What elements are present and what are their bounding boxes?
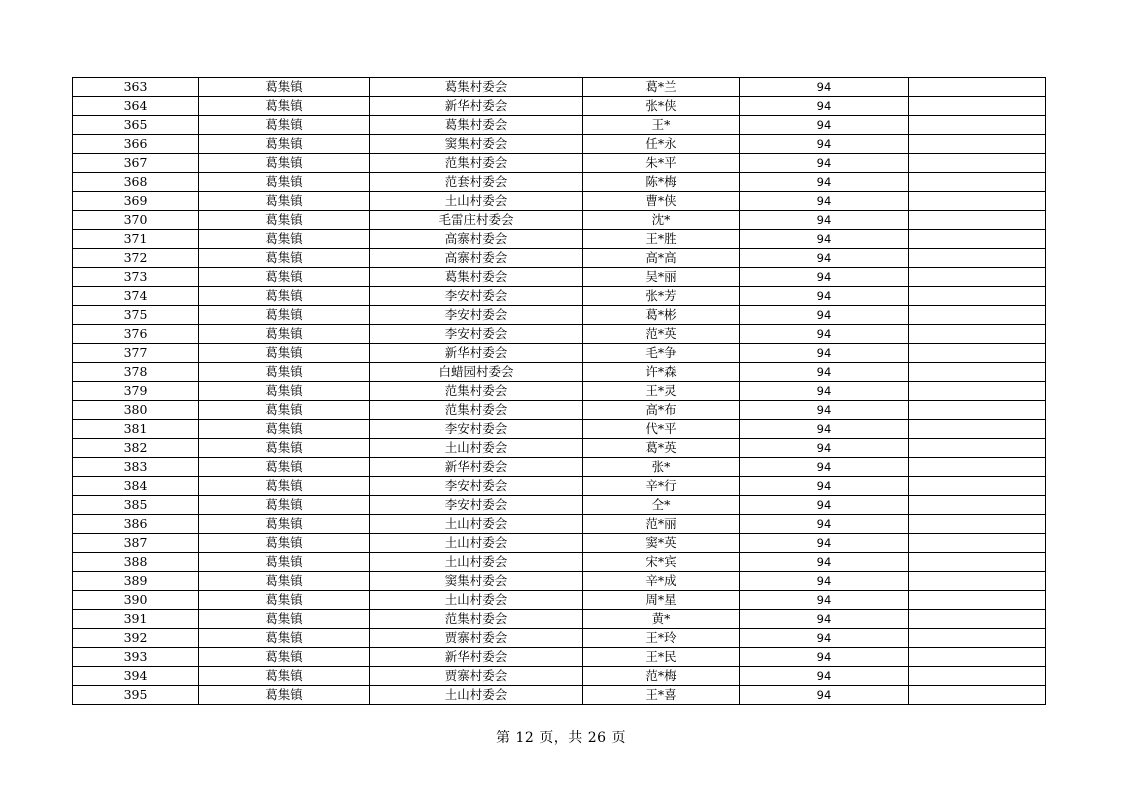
score-cell: 94 xyxy=(740,515,909,534)
name-cell: 周*星 xyxy=(583,591,740,610)
row-number-cell: 391 xyxy=(73,610,199,629)
name-cell: 许*森 xyxy=(583,363,740,382)
name-cell: 曹*侠 xyxy=(583,192,740,211)
score-cell: 94 xyxy=(740,553,909,572)
table-row xyxy=(73,439,1046,458)
name-cell: 张*芳 xyxy=(583,287,740,306)
row-number-cell: 363 xyxy=(73,78,199,97)
row-number-cell: 368 xyxy=(73,173,199,192)
remark-cell xyxy=(909,534,1046,553)
village-committee-cell: 范集村委会 xyxy=(370,382,583,401)
town-cell: 葛集镇 xyxy=(199,211,370,230)
town-cell: 葛集镇 xyxy=(199,667,370,686)
table-row xyxy=(73,667,1046,686)
row-number-cell: 367 xyxy=(73,154,199,173)
town-cell: 葛集镇 xyxy=(199,401,370,420)
table-row xyxy=(73,629,1046,648)
remark-cell xyxy=(909,325,1046,344)
score-cell: 94 xyxy=(740,249,909,268)
village-committee-cell: 土山村委会 xyxy=(370,553,583,572)
name-cell: 朱*平 xyxy=(583,154,740,173)
town-cell: 葛集镇 xyxy=(199,496,370,515)
village-committee-cell: 高寨村委会 xyxy=(370,230,583,249)
name-cell: 吴*丽 xyxy=(583,268,740,287)
row-number-cell: 365 xyxy=(73,116,199,135)
row-number-cell: 375 xyxy=(73,306,199,325)
row-number-cell: 385 xyxy=(73,496,199,515)
score-cell: 94 xyxy=(740,534,909,553)
row-number-cell: 380 xyxy=(73,401,199,420)
score-cell: 94 xyxy=(740,192,909,211)
name-cell: 王*喜 xyxy=(583,686,740,705)
town-cell: 葛集镇 xyxy=(199,306,370,325)
name-cell: 张*侠 xyxy=(583,97,740,116)
score-cell: 94 xyxy=(740,572,909,591)
table-row xyxy=(73,420,1046,439)
table-body xyxy=(73,78,1046,705)
score-cell: 94 xyxy=(740,97,909,116)
town-cell: 葛集镇 xyxy=(199,363,370,382)
remark-cell xyxy=(909,268,1046,287)
remark-cell xyxy=(909,515,1046,534)
remark-cell xyxy=(909,287,1046,306)
row-number-cell: 392 xyxy=(73,629,199,648)
name-cell: 范*梅 xyxy=(583,667,740,686)
row-number-cell: 386 xyxy=(73,515,199,534)
town-cell: 葛集镇 xyxy=(199,553,370,572)
table-row xyxy=(73,173,1046,192)
row-number-cell: 369 xyxy=(73,192,199,211)
name-cell: 王*胜 xyxy=(583,230,740,249)
town-cell: 葛集镇 xyxy=(199,572,370,591)
remark-cell xyxy=(909,420,1046,439)
town-cell: 葛集镇 xyxy=(199,420,370,439)
table-row xyxy=(73,591,1046,610)
row-number-cell: 383 xyxy=(73,458,199,477)
score-cell: 94 xyxy=(740,591,909,610)
town-cell: 葛集镇 xyxy=(199,173,370,192)
data-table xyxy=(72,77,1046,705)
town-cell: 葛集镇 xyxy=(199,686,370,705)
remark-cell xyxy=(909,192,1046,211)
village-committee-cell: 土山村委会 xyxy=(370,534,583,553)
table-row xyxy=(73,230,1046,249)
table-row xyxy=(73,648,1046,667)
town-cell: 葛集镇 xyxy=(199,629,370,648)
town-cell: 葛集镇 xyxy=(199,344,370,363)
name-cell: 范*丽 xyxy=(583,515,740,534)
remark-cell xyxy=(909,401,1046,420)
town-cell: 葛集镇 xyxy=(199,287,370,306)
remark-cell xyxy=(909,610,1046,629)
remark-cell xyxy=(909,553,1046,572)
village-committee-cell: 土山村委会 xyxy=(370,515,583,534)
row-number-cell: 381 xyxy=(73,420,199,439)
score-cell: 94 xyxy=(740,116,909,135)
village-committee-cell: 葛集村委会 xyxy=(370,116,583,135)
table-row xyxy=(73,249,1046,268)
name-cell: 范*英 xyxy=(583,325,740,344)
row-number-cell: 370 xyxy=(73,211,199,230)
village-committee-cell: 土山村委会 xyxy=(370,439,583,458)
remark-cell xyxy=(909,230,1046,249)
row-number-cell: 388 xyxy=(73,553,199,572)
name-cell: 葛*英 xyxy=(583,439,740,458)
town-cell: 葛集镇 xyxy=(199,116,370,135)
town-cell: 葛集镇 xyxy=(199,154,370,173)
row-number-cell: 382 xyxy=(73,439,199,458)
village-committee-cell: 新华村委会 xyxy=(370,648,583,667)
town-cell: 葛集镇 xyxy=(199,78,370,97)
remark-cell xyxy=(909,306,1046,325)
table-row xyxy=(73,610,1046,629)
score-cell: 94 xyxy=(740,287,909,306)
table-row xyxy=(73,287,1046,306)
name-cell: 仝* xyxy=(583,496,740,515)
table-row xyxy=(73,363,1046,382)
village-committee-cell: 新华村委会 xyxy=(370,458,583,477)
table-row xyxy=(73,325,1046,344)
table-row xyxy=(73,496,1046,515)
remark-cell xyxy=(909,116,1046,135)
name-cell: 毛*争 xyxy=(583,344,740,363)
remark-cell xyxy=(909,363,1046,382)
score-cell: 94 xyxy=(740,173,909,192)
village-committee-cell: 李安村委会 xyxy=(370,477,583,496)
name-cell: 张* xyxy=(583,458,740,477)
table-row xyxy=(73,192,1046,211)
row-number-cell: 377 xyxy=(73,344,199,363)
score-cell: 94 xyxy=(740,458,909,477)
village-committee-cell: 李安村委会 xyxy=(370,325,583,344)
town-cell: 葛集镇 xyxy=(199,268,370,287)
row-number-cell: 394 xyxy=(73,667,199,686)
table-row xyxy=(73,686,1046,705)
score-cell: 94 xyxy=(740,686,909,705)
town-cell: 葛集镇 xyxy=(199,610,370,629)
table-row xyxy=(73,382,1046,401)
table-row xyxy=(73,154,1046,173)
table-row xyxy=(73,553,1046,572)
name-cell: 陈*梅 xyxy=(583,173,740,192)
name-cell: 王*玲 xyxy=(583,629,740,648)
village-committee-cell: 新华村委会 xyxy=(370,97,583,116)
score-cell: 94 xyxy=(740,610,909,629)
name-cell: 高*高 xyxy=(583,249,740,268)
town-cell: 葛集镇 xyxy=(199,477,370,496)
remark-cell xyxy=(909,591,1046,610)
row-number-cell: 364 xyxy=(73,97,199,116)
score-cell: 94 xyxy=(740,344,909,363)
town-cell: 葛集镇 xyxy=(199,439,370,458)
remark-cell xyxy=(909,249,1046,268)
remark-cell xyxy=(909,572,1046,591)
table-row xyxy=(73,211,1046,230)
village-committee-cell: 葛集村委会 xyxy=(370,78,583,97)
town-cell: 葛集镇 xyxy=(199,534,370,553)
town-cell: 葛集镇 xyxy=(199,648,370,667)
score-cell: 94 xyxy=(740,154,909,173)
remark-cell xyxy=(909,439,1046,458)
score-cell: 94 xyxy=(740,667,909,686)
name-cell: 宋*宾 xyxy=(583,553,740,572)
score-cell: 94 xyxy=(740,211,909,230)
name-cell: 黄* xyxy=(583,610,740,629)
row-number-cell: 379 xyxy=(73,382,199,401)
remark-cell xyxy=(909,382,1046,401)
remark-cell xyxy=(909,477,1046,496)
table-row xyxy=(73,78,1046,97)
score-cell: 94 xyxy=(740,230,909,249)
table-row xyxy=(73,268,1046,287)
score-cell: 94 xyxy=(740,477,909,496)
name-cell: 王*灵 xyxy=(583,382,740,401)
row-number-cell: 393 xyxy=(73,648,199,667)
village-committee-cell: 范套村委会 xyxy=(370,173,583,192)
town-cell: 葛集镇 xyxy=(199,192,370,211)
village-committee-cell: 土山村委会 xyxy=(370,591,583,610)
row-number-cell: 371 xyxy=(73,230,199,249)
score-cell: 94 xyxy=(740,496,909,515)
remark-cell xyxy=(909,135,1046,154)
remark-cell xyxy=(909,97,1046,116)
score-cell: 94 xyxy=(740,325,909,344)
name-cell: 王* xyxy=(583,116,740,135)
remark-cell xyxy=(909,667,1046,686)
name-cell: 高*布 xyxy=(583,401,740,420)
town-cell: 葛集镇 xyxy=(199,591,370,610)
name-cell: 葛*彬 xyxy=(583,306,740,325)
remark-cell xyxy=(909,648,1046,667)
remark-cell xyxy=(909,458,1046,477)
town-cell: 葛集镇 xyxy=(199,382,370,401)
remark-cell xyxy=(909,173,1046,192)
town-cell: 葛集镇 xyxy=(199,97,370,116)
village-committee-cell: 土山村委会 xyxy=(370,686,583,705)
row-number-cell: 373 xyxy=(73,268,199,287)
score-cell: 94 xyxy=(740,629,909,648)
score-cell: 94 xyxy=(740,306,909,325)
name-cell: 沈* xyxy=(583,211,740,230)
score-cell: 94 xyxy=(740,648,909,667)
row-number-cell: 387 xyxy=(73,534,199,553)
row-number-cell: 366 xyxy=(73,135,199,154)
score-cell: 94 xyxy=(740,382,909,401)
score-cell: 94 xyxy=(740,78,909,97)
village-committee-cell: 范集村委会 xyxy=(370,154,583,173)
village-committee-cell: 毛雷庄村委会 xyxy=(370,211,583,230)
table-row xyxy=(73,534,1046,553)
village-committee-cell: 窦集村委会 xyxy=(370,135,583,154)
remark-cell xyxy=(909,629,1046,648)
village-committee-cell: 白蜡园村委会 xyxy=(370,363,583,382)
village-committee-cell: 李安村委会 xyxy=(370,306,583,325)
score-cell: 94 xyxy=(740,135,909,154)
village-committee-cell: 新华村委会 xyxy=(370,344,583,363)
table-row xyxy=(73,458,1046,477)
row-number-cell: 376 xyxy=(73,325,199,344)
remark-cell xyxy=(909,211,1046,230)
remark-cell xyxy=(909,686,1046,705)
name-cell: 辛*行 xyxy=(583,477,740,496)
name-cell: 王*民 xyxy=(583,648,740,667)
table-row xyxy=(73,116,1046,135)
table-row xyxy=(73,97,1046,116)
town-cell: 葛集镇 xyxy=(199,325,370,344)
village-committee-cell: 李安村委会 xyxy=(370,287,583,306)
table-row xyxy=(73,515,1046,534)
town-cell: 葛集镇 xyxy=(199,458,370,477)
village-committee-cell: 贾寨村委会 xyxy=(370,667,583,686)
name-cell: 辛*成 xyxy=(583,572,740,591)
table-row xyxy=(73,135,1046,154)
village-committee-cell: 范集村委会 xyxy=(370,610,583,629)
name-cell: 任*永 xyxy=(583,135,740,154)
town-cell: 葛集镇 xyxy=(199,249,370,268)
remark-cell xyxy=(909,344,1046,363)
table-row xyxy=(73,572,1046,591)
table-row xyxy=(73,344,1046,363)
table-row xyxy=(73,401,1046,420)
village-committee-cell: 土山村委会 xyxy=(370,192,583,211)
score-cell: 94 xyxy=(740,420,909,439)
row-number-cell: 389 xyxy=(73,572,199,591)
remark-cell xyxy=(909,496,1046,515)
village-committee-cell: 李安村委会 xyxy=(370,420,583,439)
row-number-cell: 374 xyxy=(73,287,199,306)
name-cell: 代*平 xyxy=(583,420,740,439)
score-cell: 94 xyxy=(740,268,909,287)
remark-cell xyxy=(909,78,1046,97)
table-row xyxy=(73,477,1046,496)
table-row xyxy=(73,306,1046,325)
village-committee-cell: 范集村委会 xyxy=(370,401,583,420)
village-committee-cell: 葛集村委会 xyxy=(370,268,583,287)
name-cell: 葛*兰 xyxy=(583,78,740,97)
name-cell: 窦*英 xyxy=(583,534,740,553)
town-cell: 葛集镇 xyxy=(199,135,370,154)
village-committee-cell: 贾寨村委会 xyxy=(370,629,583,648)
village-committee-cell: 李安村委会 xyxy=(370,496,583,515)
row-number-cell: 378 xyxy=(73,363,199,382)
town-cell: 葛集镇 xyxy=(199,230,370,249)
row-number-cell: 384 xyxy=(73,477,199,496)
row-number-cell: 395 xyxy=(73,686,199,705)
row-number-cell: 372 xyxy=(73,249,199,268)
remark-cell xyxy=(909,154,1046,173)
score-cell: 94 xyxy=(740,401,909,420)
score-cell: 94 xyxy=(740,439,909,458)
village-committee-cell: 高寨村委会 xyxy=(370,249,583,268)
score-cell: 94 xyxy=(740,363,909,382)
page-footer: 第 12 页，共 26 页 xyxy=(496,730,626,746)
town-cell: 葛集镇 xyxy=(199,515,370,534)
row-number-cell: 390 xyxy=(73,591,199,610)
village-committee-cell: 窦集村委会 xyxy=(370,572,583,591)
